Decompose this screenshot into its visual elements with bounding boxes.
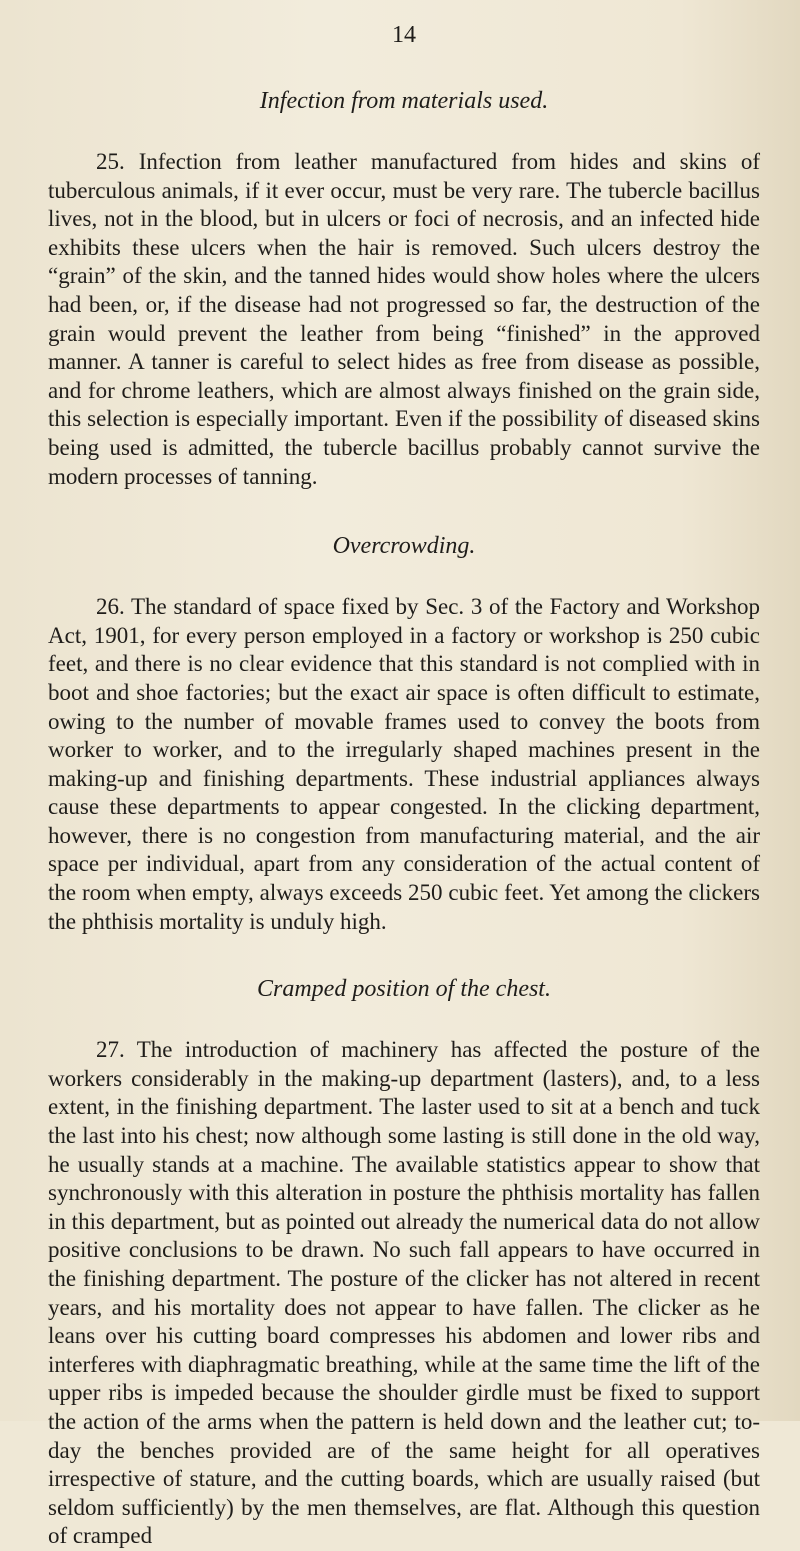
paragraph-26 xyxy=(48,593,760,936)
paragraph-27 xyxy=(48,1036,760,1551)
paragraph-25-text: 25. Infection from leather manufactured from hides and skins of tuberculous animals, if it ever occur, must be very rare. The tubercle bacillus lives, not in the blood, but in ulcers or foci of necrosis, and an infected hide exhibits these ulcers when the hair is removed. Such ulcers destroy the “grain” of the skin, and the tanned hides would show holes where the ulcers had been, or, if the disease had not progressed so far, the destruction of the grain would prevent the leather from being “finished” in the approved manner. A tanner is careful to select hides as free from disease as possible, and for chrome leathers, which are almost always finished on the grain side, this selection is especially important. Even if the possibility of diseased skins being used is admitted, the tubercle bacillus probably cannot survive the modern processes of tanning. xyxy=(48,149,760,489)
section-spacer xyxy=(48,936,760,974)
paragraph-26-text: 26. The standard of space fixed by Sec. 3 of the Factory and Workshop Act, 1901, for every person employed in a factory or workshop is 250 cubic feet, and there is no clear evidence that this standard is not complied with in boot and shoe factories; but the exact air space is often difficult to estimate, owing to the number of movable frames used to convey the boots from worker to worker, and to the irregularly shaped machines present in the making-up and finishing departments. These industrial appliances always cause these departments to appear congested. In the clicking department, however, there is no congestion from manufacturing material, and the air space per individual, apart from any consideration of the actual content of the room when empty, always exceeds 250 cubic feet. Yet among the clickers the phthisis mortality is unduly high. xyxy=(48,594,760,934)
page-number: 14 xyxy=(392,22,416,48)
section-spacer xyxy=(48,491,760,531)
section-heading-overcrowding: Overcrowding. xyxy=(332,533,476,560)
section-heading-infection: Infection from materials used. xyxy=(259,88,549,114)
paragraph-25 xyxy=(48,148,760,491)
section-heading-cramped-position: Cramped position of the chest. xyxy=(257,976,551,1003)
paragraph-27-text: 27. The introduction of machinery has affected the posture of the workers considerably in the making-up department (lasters), and, to a less extent, in the finishing department. The laster used to sit at a bench and tuck the last into his chest; now although some lasting is still done in the old way, he usually stands at a machine. The available statistics appear to show that synchronously with this alteration in posture the phthisis mortality has fallen in this department, but as pointed out already the numerical data do not allow positive conclusions to be drawn. No such fall appears to have occurred in the finishing department. The posture of the clicker has not altered in recent years, and his mortality does not appear to have fallen. The clicker as he leans over his cutting board compresses his abdomen and lower ribs and interferes with diaphragmatic breathing, while at the same time the lift of the upper ribs is impeded because the shoulder girdle must be fixed to support the action of the arms when the pattern is held down and the leather cut; to-day the benches provided are of the same height for all operatives irrespective of stature, and the cutting boards, which are usually raised (but seldom sufficiently) by the men themselves, are flat. Although this question of cramped xyxy=(48,1037,760,1549)
